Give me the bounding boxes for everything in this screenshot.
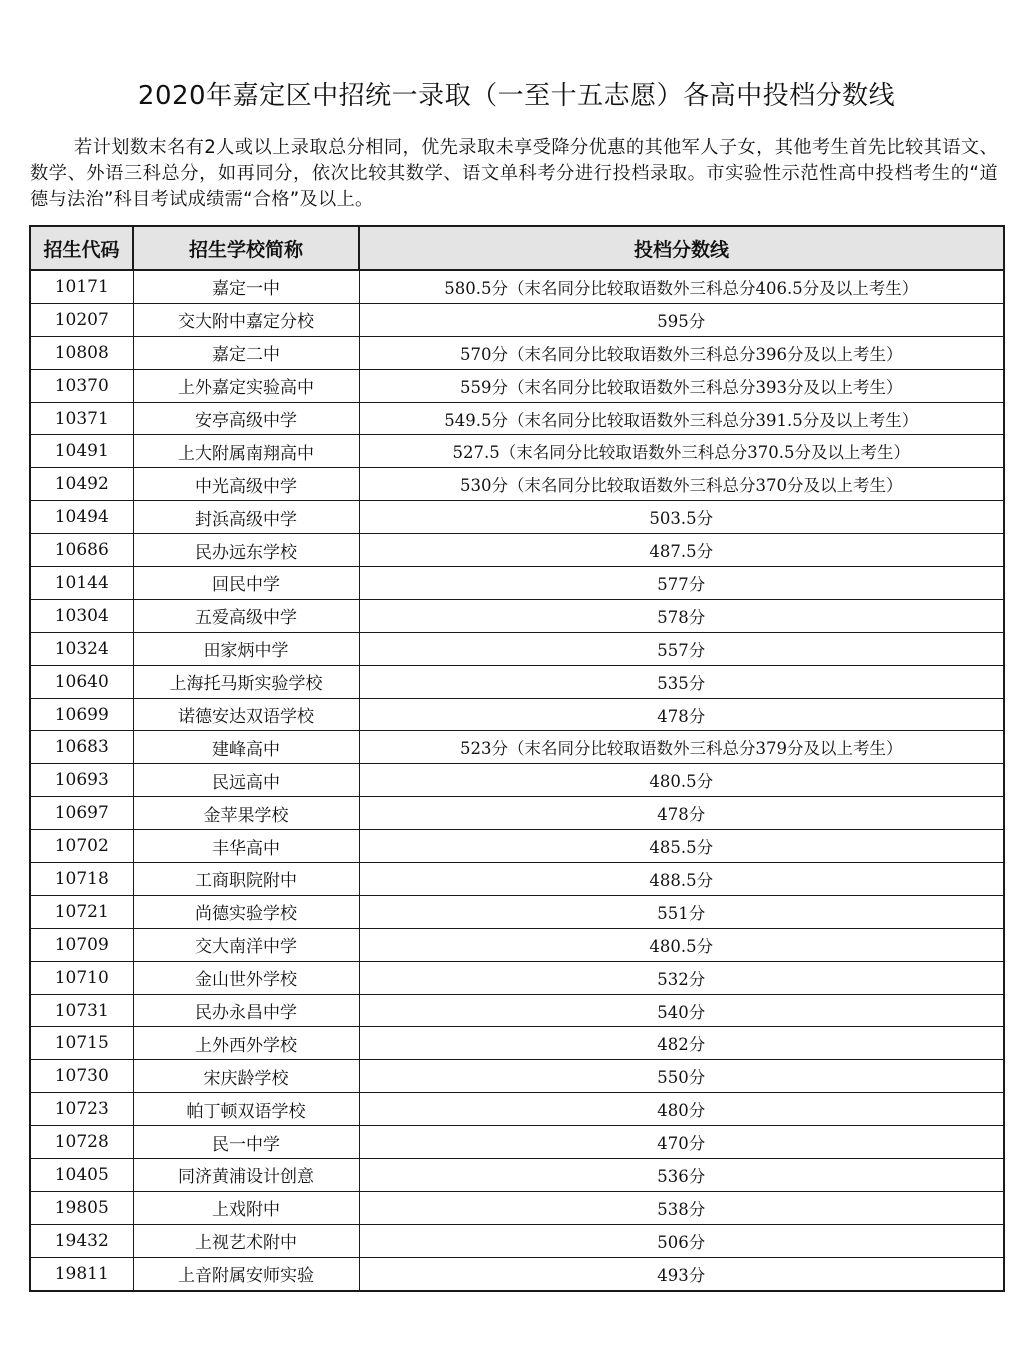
- admission-score-cell: 527.5（末名同分比较取语数外三科总分370.5分及以上考生）: [359, 435, 1004, 468]
- admission-score-cell: 540分: [359, 994, 1004, 1027]
- admission-score-cell: 535分: [359, 665, 1004, 698]
- table-row: [30, 994, 1004, 1027]
- school-code-cell: 10207: [30, 303, 133, 336]
- school-code-cell: 10693: [30, 764, 133, 797]
- table-row: [30, 336, 1004, 369]
- school-code-cell: 10721: [30, 895, 133, 928]
- school-code-cell: 10494: [30, 501, 133, 534]
- school-code-cell: 10144: [30, 567, 133, 600]
- header-code: 招生代码: [30, 226, 133, 270]
- table-row: [30, 1027, 1004, 1060]
- school-code-cell: 19811: [30, 1257, 133, 1290]
- admission-score-cell: 493分: [359, 1257, 1004, 1290]
- table-row: [30, 501, 1004, 534]
- school-name-cell: 建峰高中: [133, 731, 359, 764]
- school-name-cell: 交大附中嘉定分校: [133, 303, 359, 336]
- school-code-cell: 10640: [30, 665, 133, 698]
- school-code-cell: 10808: [30, 336, 133, 369]
- admission-score-cell: 482分: [359, 1027, 1004, 1060]
- school-code-cell: 10686: [30, 534, 133, 567]
- table-row: [30, 797, 1004, 830]
- school-name-cell: 上外嘉定实验高中: [133, 369, 359, 402]
- school-code-cell: 19432: [30, 1224, 133, 1257]
- school-code-cell: 19805: [30, 1191, 133, 1224]
- admission-score-cell: 557分: [359, 632, 1004, 665]
- table-row: [30, 928, 1004, 961]
- school-name-cell: 上音附属安师实验: [133, 1257, 359, 1290]
- admission-score-cell: 506分: [359, 1224, 1004, 1257]
- school-name-cell: 上戏附中: [133, 1191, 359, 1224]
- school-code-cell: 10491: [30, 435, 133, 468]
- school-name-cell: 民远高中: [133, 764, 359, 797]
- admission-score-cell: 551分: [359, 895, 1004, 928]
- table-row: [30, 764, 1004, 797]
- admission-score-cell: 577分: [359, 567, 1004, 600]
- admission-score-cell: 523分（末名同分比较取语数外三科总分379分及以上考生）: [359, 731, 1004, 764]
- table-row: [30, 1060, 1004, 1093]
- school-name-cell: 丰华高中: [133, 830, 359, 863]
- table-row: [30, 895, 1004, 928]
- score-table: [29, 225, 1005, 1292]
- school-name-cell: 安亭高级中学: [133, 402, 359, 435]
- document-title: 2020年嘉定区中招统一录取（一至十五志愿）各高中投档分数线: [137, 81, 896, 111]
- school-code-cell: 10492: [30, 468, 133, 501]
- admission-score-cell: 530分（末名同分比较取语数外三科总分370分及以上考生）: [359, 468, 1004, 501]
- table-row: [30, 1159, 1004, 1192]
- table-row: [30, 698, 1004, 731]
- table-header-row: [30, 226, 1004, 270]
- school-name-cell: 帕丁顿双语学校: [133, 1093, 359, 1126]
- table-row: [30, 1257, 1004, 1290]
- school-code-cell: 10699: [30, 698, 133, 731]
- table-row: [30, 1224, 1004, 1257]
- school-name-cell: 工商职院附中: [133, 863, 359, 896]
- school-code-cell: 10728: [30, 1126, 133, 1159]
- table-row: [30, 303, 1004, 336]
- admission-score-cell: 532分: [359, 961, 1004, 994]
- school-code-cell: 10405: [30, 1159, 133, 1192]
- table-row: [30, 402, 1004, 435]
- school-code-cell: 10171: [30, 270, 133, 303]
- table-row: [30, 665, 1004, 698]
- school-name-cell: 宋庆龄学校: [133, 1060, 359, 1093]
- table-row: [30, 270, 1004, 303]
- school-code-cell: 10683: [30, 731, 133, 764]
- table-row: [30, 1126, 1004, 1159]
- school-code-cell: 10731: [30, 994, 133, 1027]
- admission-score-cell: 536分: [359, 1159, 1004, 1192]
- school-name-cell: 五爱高级中学: [133, 599, 359, 632]
- school-code-cell: 10370: [30, 369, 133, 402]
- school-code-cell: 10730: [30, 1060, 133, 1093]
- school-name-cell: 金苹果学校: [133, 797, 359, 830]
- table-row: [30, 369, 1004, 402]
- header-score: 投档分数线: [359, 226, 1004, 270]
- admission-score-cell: 487.5分: [359, 534, 1004, 567]
- school-name-cell: 嘉定二中: [133, 336, 359, 369]
- school-code-cell: 10371: [30, 402, 133, 435]
- school-name-cell: 诺德安达双语学校: [133, 698, 359, 731]
- table-row: [30, 534, 1004, 567]
- school-name-cell: 民办远东学校: [133, 534, 359, 567]
- table-row: [30, 435, 1004, 468]
- admission-score-cell: 538分: [359, 1191, 1004, 1224]
- table-row: [30, 468, 1004, 501]
- school-name-cell: 上大附属南翔高中: [133, 435, 359, 468]
- table-row: [30, 567, 1004, 600]
- admission-score-cell: 478分: [359, 797, 1004, 830]
- admission-note: 若计划数末名有2人或以上录取总分相同，优先录取未享受降分优惠的其他军人子女，其他考生首先比较其语文、数学、外语三科总分，如再同分，依次比较其数学、语文单科考分进行投档录取。市实验性示范性高中投档考生的“道德与法治”科目考试成绩需“合格”及以上。: [30, 137, 998, 210]
- table-row: [30, 863, 1004, 896]
- school-name-cell: 田家炳中学: [133, 632, 359, 665]
- school-code-cell: 10710: [30, 961, 133, 994]
- admission-score-cell: 580.5分（末名同分比较取语数外三科总分406.5分及以上考生）: [359, 270, 1004, 303]
- admission-score-cell: 488.5分: [359, 863, 1004, 896]
- school-name-cell: 上海托马斯实验学校: [133, 665, 359, 698]
- admission-score-cell: 480.5分: [359, 764, 1004, 797]
- admission-score-cell: 559分（末名同分比较取语数外三科总分393分及以上考生）: [359, 369, 1004, 402]
- school-code-cell: 10304: [30, 599, 133, 632]
- admission-score-cell: 480.5分: [359, 928, 1004, 961]
- school-name-cell: 上视艺术附中: [133, 1224, 359, 1257]
- table-row: [30, 731, 1004, 764]
- school-name-cell: 同济黄浦设计创意: [133, 1159, 359, 1192]
- school-code-cell: 10718: [30, 863, 133, 896]
- table-row: [30, 632, 1004, 665]
- admission-score-cell: 549.5分（末名同分比较取语数外三科总分391.5分及以上考生）: [359, 402, 1004, 435]
- school-name-cell: 嘉定一中: [133, 270, 359, 303]
- admission-score-cell: 595分: [359, 303, 1004, 336]
- table-row: [30, 1093, 1004, 1126]
- school-code-cell: 10324: [30, 632, 133, 665]
- school-name-cell: 交大南洋中学: [133, 928, 359, 961]
- table-row: [30, 599, 1004, 632]
- admission-score-cell: 578分: [359, 599, 1004, 632]
- admission-score-cell: 570分（末名同分比较取语数外三科总分396分及以上考生）: [359, 336, 1004, 369]
- school-name-cell: 封浜高级中学: [133, 501, 359, 534]
- school-name-cell: 回民中学: [133, 567, 359, 600]
- table-row: [30, 961, 1004, 994]
- school-name-cell: 民一中学: [133, 1126, 359, 1159]
- table-row: [30, 830, 1004, 863]
- school-code-cell: 10715: [30, 1027, 133, 1060]
- admission-score-cell: 485.5分: [359, 830, 1004, 863]
- admission-score-cell: 470分: [359, 1126, 1004, 1159]
- table-row: [30, 1191, 1004, 1224]
- admission-score-cell: 478分: [359, 698, 1004, 731]
- school-name-cell: 金山世外学校: [133, 961, 359, 994]
- school-code-cell: 10702: [30, 830, 133, 863]
- admission-score-cell: 480分: [359, 1093, 1004, 1126]
- school-name-cell: 上外西外学校: [133, 1027, 359, 1060]
- admission-score-cell: 550分: [359, 1060, 1004, 1093]
- school-name-cell: 尚德实验学校: [133, 895, 359, 928]
- school-name-cell: 中光高级中学: [133, 468, 359, 501]
- admission-score-cell: 503.5分: [359, 501, 1004, 534]
- school-name-cell: 民办永昌中学: [133, 994, 359, 1027]
- school-code-cell: 10709: [30, 928, 133, 961]
- table-body: [30, 270, 1004, 1291]
- school-code-cell: 10697: [30, 797, 133, 830]
- school-code-cell: 10723: [30, 1093, 133, 1126]
- header-school: 招生学校简称: [133, 226, 359, 270]
